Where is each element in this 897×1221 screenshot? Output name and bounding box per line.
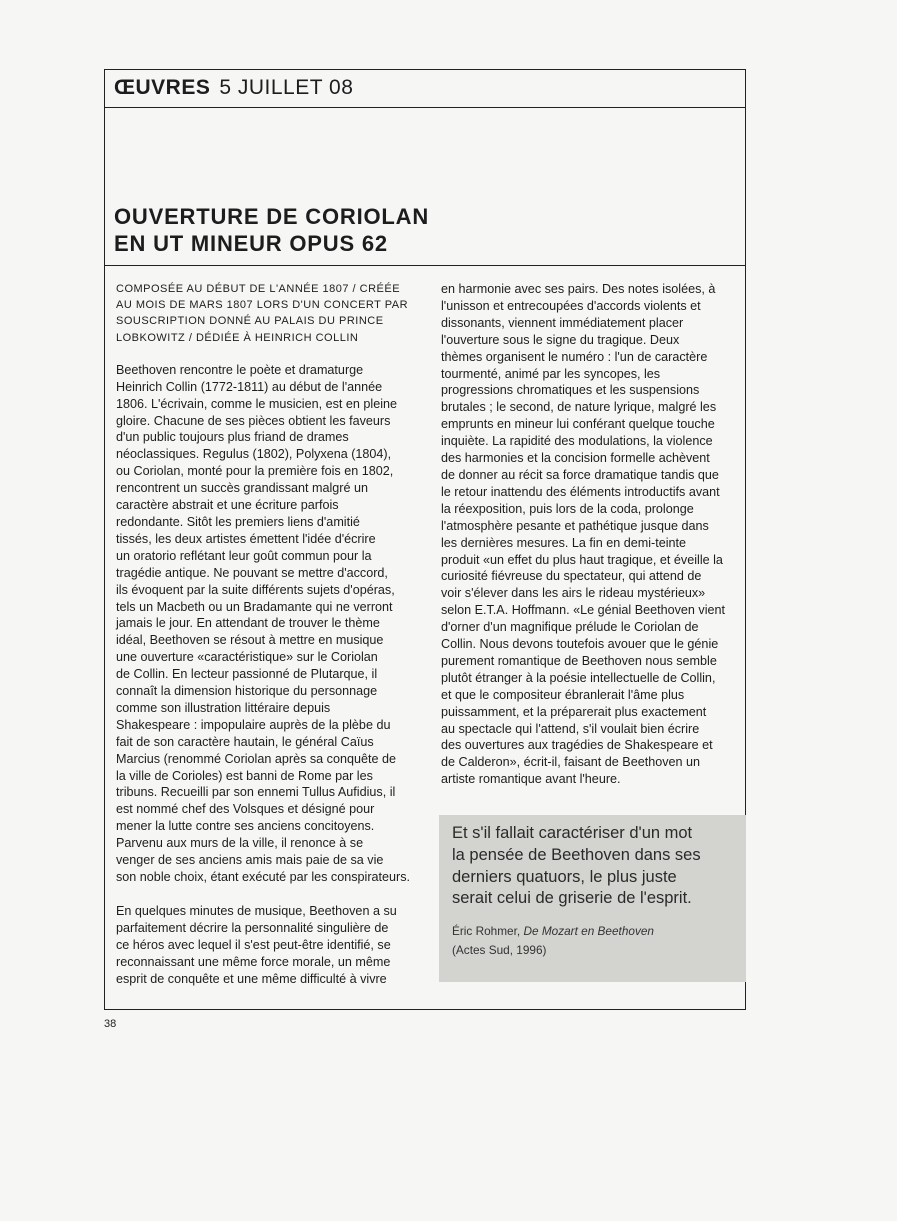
text-line: des harmonies et la concision formelle achèvent	[441, 451, 710, 466]
quote-line: derniers quatuors, le plus juste	[452, 867, 677, 886]
page-title-line-1: OUVERTURE DE CORIOLAN	[114, 204, 430, 229]
text-line: connaît la dimension historique du personnage	[116, 684, 378, 699]
text-line: emprunts en mineur lui conférant quelque touche	[441, 417, 715, 432]
text-line: l'atmosphère pesante et pathétique jusque dans	[441, 518, 709, 533]
text-line: esprit de conquête et une même difficulté à vivre	[116, 971, 387, 986]
text-line: des ouvertures aux tragédies de Shakespeare et	[441, 738, 713, 753]
text-line: Shakespeare : impopulaire auprès de la plèbe du	[116, 717, 391, 732]
text-line: Beethoven rencontre le poète et dramaturge	[116, 362, 364, 377]
quote-author: Éric Rohmer,	[452, 924, 524, 939]
text-line: parfaitement décrire la personnalité singulière de	[116, 920, 389, 935]
text-line: Collin. Nous devons toutefois avouer que le génie	[441, 637, 719, 652]
quote-line: serait celui de griserie de l'esprit.	[452, 889, 692, 908]
text-line: dissonants, viennent immédiatement placer	[441, 315, 684, 330]
text-line: Parvenu aux murs de la ville, il renonce à se	[116, 836, 364, 851]
page-number: 38	[104, 1018, 117, 1030]
spacer	[116, 346, 416, 362]
text-line: de Collin. En lecteur passionné de Plutarque, il	[116, 667, 378, 682]
text-line: et que le compositeur ébranlerait l'âme plus	[441, 687, 685, 702]
composition-info-line: LOBKOWITZ / DÉDIÉE À HEINRICH COLLIN	[116, 331, 359, 344]
quote-line: Et s'il fallait caractériser d'un mot	[452, 824, 693, 842]
text-line: Marcius (renommé Coriolan après sa conquête de	[116, 751, 396, 766]
text-line: voir s'élever dans les airs le rideau mystérieux»	[441, 586, 706, 601]
text-line: En quelques minutes de musique, Beethoven a su	[116, 903, 397, 918]
text-line: mener la lutte contre ses anciens concitoyens.	[116, 819, 375, 834]
text-line: comme son illustration littéraire depuis	[116, 700, 331, 715]
quote-citation	[452, 922, 746, 941]
section-label: ŒUVRES	[114, 76, 211, 99]
text-line: venger de ses anciens amis mais paie de sa vie	[116, 853, 384, 868]
text-line: d'un public toujours plus friand de drames	[116, 430, 349, 445]
text-line: tribuns. Recueilli par son ennemi Tullus Aufidius, il	[116, 785, 396, 800]
page-title-line-2: EN UT MINEUR OPUS 62	[114, 231, 388, 256]
text-line: tourmenté, animé par les syncopes, les	[441, 366, 661, 381]
text-line: l'unisson et entrecoupées d'accords violents et	[441, 298, 701, 313]
text-line: Heinrich Collin (1772-1811) au début de l'année	[116, 379, 383, 394]
text-line: d'orner d'un magnifique prélude le Coriolan de	[441, 620, 699, 635]
text-line: purement romantique de Beethoven nous semble	[441, 653, 717, 668]
text-line: plutôt étranger à la poésie intellectuelle de Collin,	[441, 670, 716, 685]
text-line: tissés, les deux artistes émettent l'idée d'écrire	[116, 531, 376, 546]
text-line: la ville de Corioles) est banni de Rome par les	[116, 768, 373, 783]
right-column	[441, 281, 741, 788]
section-header	[104, 69, 746, 108]
text-line: ils évoquent par la suite différents sujets d'opéras,	[116, 582, 395, 597]
text-line: selon E.T.A. Hoffmann. «Le génial Beethoven vient	[441, 603, 726, 618]
text-line: brutales ; le second, de nature lyrique, malgré les	[441, 400, 717, 415]
text-line: curiosité fiévreuse du spectateur, qui attend de	[441, 569, 702, 584]
text-line: ce héros avec lequel il s'est peut-être identifié, se	[116, 937, 391, 952]
quote-publisher: (Actes Sud, 1996)	[452, 943, 547, 958]
text-line: de donner au récit sa force dramatique tandis que	[441, 467, 719, 482]
quote-book-title: De Mozart en Beethoven	[523, 924, 654, 939]
text-line: en harmonie avec ses pairs. Des notes isolées, à	[441, 282, 716, 296]
composition-info-line: COMPOSÉE AU DÉBUT DE L'ANNÉE 1807 / CRÉÉE	[116, 283, 401, 295]
text-line: puissamment, et la préparerait plus exactement	[441, 704, 707, 719]
text-line: tragédie antique. Ne pouvant se mettre d'accord,	[116, 565, 388, 580]
text-line: jamais le jour. En attendant de trouver le thème	[116, 616, 380, 631]
text-line: redondante. Sitôt les premiers liens d'amitié	[116, 514, 360, 529]
composition-info-line: SOUSCRIPTION DONNÉ AU PALAIS DU PRINCE	[116, 315, 384, 328]
text-line: un oratorio reflétant leur goût commun pour la	[116, 548, 372, 563]
text-line: caractère abstrait et une écriture parfois	[116, 498, 339, 513]
text-line: reconnaissant une même force morale, un même	[116, 954, 391, 969]
text-line: idéal, Beethoven se résout à mettre en musique	[116, 633, 384, 648]
left-column	[116, 281, 416, 987]
text-line: ou Coriolan, monté pour la première fois en 1802,	[116, 464, 394, 479]
text-line: produit «un effet du plus haut tragique, et éveille la	[441, 552, 723, 567]
text-line: une ouverture «caractéristique» sur le Coriolan	[116, 650, 378, 665]
text-line: tels un Macbeth ou un Bradamante qui ne verront	[116, 599, 393, 614]
text-line: rencontrent un succès grandissant malgré un	[116, 481, 369, 496]
concert-date: 5 JUILLET 08	[219, 76, 354, 99]
text-line: progressions chromatiques et les suspensions	[441, 383, 700, 398]
pull-quote	[439, 815, 746, 982]
text-line: le retour inattendu des éléments introductifs avant	[441, 484, 720, 499]
quote-line: la pensée de Beethoven dans ses	[452, 845, 701, 864]
text-line: thèmes organisent le numéro : l'un de caractère	[441, 349, 708, 364]
text-line: de Calderon», écrit-il, faisant de Beethoven un	[441, 755, 701, 770]
text-line: la réexposition, puis lors de la coda, prolonge	[441, 501, 694, 516]
text-line: les dernières mesures. La fin en demi-teinte	[441, 535, 687, 550]
text-line: gloire. Chacune de ses pièces obtient les faveurs	[116, 413, 391, 428]
spacer	[116, 886, 416, 903]
text-line: fait de son caractère hautain, le général Caïus	[116, 734, 374, 749]
body-paragraph-2	[116, 903, 416, 988]
title-block	[104, 108, 746, 266]
quote-attribution	[452, 922, 746, 960]
text-line: 1806. L'écrivain, comme le musicien, est en pleine	[116, 396, 398, 411]
body-paragraph-1	[116, 362, 416, 886]
text-line: l'ouverture sous le signe du tragique. Deux	[441, 332, 680, 347]
text-line: néoclassiques. Regulus (1802), Polyxena (1804),	[116, 447, 392, 462]
text-line: inquiète. La rapidité des modulations, la violence	[441, 434, 713, 449]
composition-info	[116, 281, 416, 346]
text-line: est nommé chef des Volsques et désigné pour	[116, 802, 375, 817]
text-line: son noble choix, étant exécuté par les conspirateurs.	[116, 870, 411, 884]
text-line: au spectacle qui l'attend, s'il voulait bien écrire	[441, 721, 700, 736]
composition-info-line: AU MOIS DE MARS 1807 LORS D'UN CONCERT PAR	[116, 299, 409, 312]
text-line: artiste romantique avant l'heure.	[441, 772, 621, 787]
